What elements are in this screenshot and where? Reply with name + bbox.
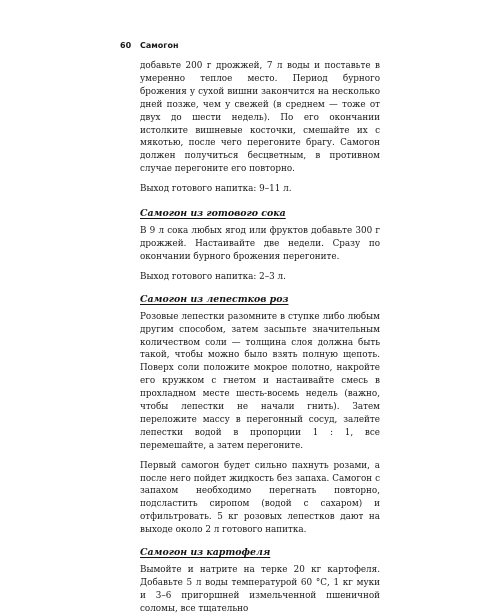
recipe-title-potato: Самогон из картофеля <box>140 547 271 559</box>
recipe-potato-paragraph: Вымойте и натрите на терке 20 кг картофеля. Добавьте 5 л воды температурой 60 °С, 1 кг муки и 3–6 пригоршней измельченной пшеничной соломы, все тщательно <box>140 565 380 614</box>
running-head-title: Самогон <box>140 41 179 50</box>
page-body <box>140 60 380 616</box>
recipe-title-juice: Самогон из готового сока <box>140 208 286 220</box>
intro-yield: Выход готового напитка: 9–11 л. <box>140 184 292 195</box>
recipe-juice-paragraph: В 9 л сока любых ягод или фруктов добавьте 300 г дрожжей. Настаивайте две недели. Сразу по окончании бурного брожения перегоните. <box>140 226 380 262</box>
running-head <box>120 41 179 50</box>
recipe-rose-paragraph-1: Розовые лепестки разомните в ступке либо любым другим способом, затем засыпьте значительным количеством соли — толщина слоя должна быть такой, чтобы можно было взять полную щепоть. Поверх соли положите мокрое полотно, накройте его кружком с гнетом и настаивайте смесь в прохладном месте шесть-восемь недель (важно, чтобы лепестки не начали гнить). Затем переложите массу в перегонный сосуд, залейте лепестки водой в пропорции 1 : 1, все перемешайте, а затем перегоните. <box>140 311 380 451</box>
recipe-juice-yield: Выход готового напитка: 2–3 л. <box>140 271 286 282</box>
intro-paragraph: добавьте 200 г дрожжей, 7 л воды и поставьте в умеренно теплое место. Период бурного брожения у сухой вишни закончится на несколько дней позже, чем у свежей (в среднем — тоже от двух до шести недель). По его окончании истолките вишневые косточки, смешайте их с мякотью, после чего перегоните брагу. Самогон должен получиться бесцветным, в противном случае перегоните его повторно. <box>140 61 380 175</box>
recipe-title-rose-petals: Самогон из лепестков роз <box>140 293 289 305</box>
page-number: 60 <box>120 41 132 50</box>
recipe-rose-paragraph-2: Первый самогон будет сильно пахнуть розами, а после него пойдет жидкость без запаха. Самогон с запахом необходимо перегнать повторно, подсластить сиропом (водой с сахаром) и отфильтровать. 5 кг розовых лепестков дают на выходе около 2 л готового напитка. <box>140 460 380 536</box>
